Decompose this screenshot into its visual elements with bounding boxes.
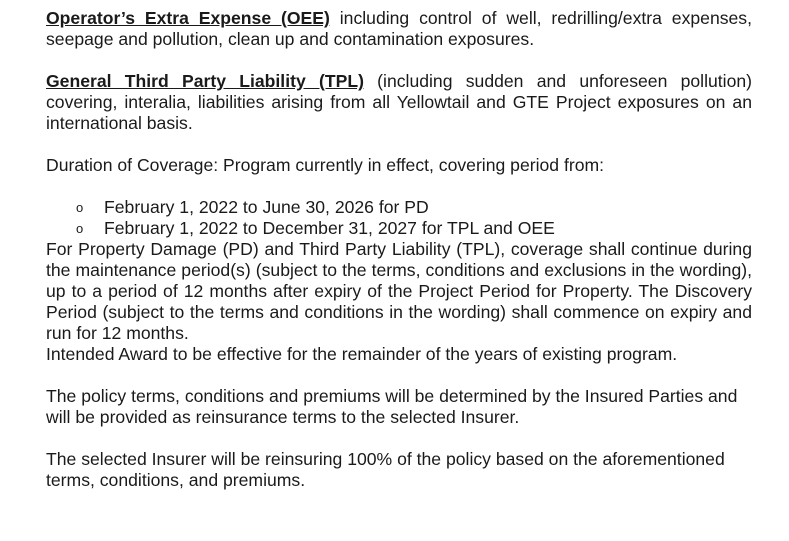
tpl-text: (including sudden and unforeseen pollution) covering, interalia, liabilities arising from all Yellowtail and GTE Project exposures on an international basis. [46,71,752,133]
oee-heading: Operator’s Extra Expense (OEE) [46,8,330,28]
maintenance-paragraph: For Property Damage (PD) and Third Party Liability (TPL), coverage shall continue during the maintenance period(s) (subject to the terms, conditions and exclusions in the wording), up to a period of 12 months after expiry of the Project Period for Property. The Discovery Period (subject to the terms and conditions in the wording) shall commence on expiry and run for 12 months. [46,239,752,343]
award-paragraph: Intended Award to be effective for the remainder of the years of existing program. [46,344,678,364]
oee-text: including control of well, redrilling/extra expenses, seepage and pollution, clean up and contamination exposures. [46,8,752,49]
circle-bullet-icon: o [76,200,84,215]
tpl-heading: General Third Party Liability (TPL) [46,71,364,91]
document-body [46,8,752,512]
list-item-text: February 1, 2022 to June 30, 2026 for PD [104,197,429,217]
circle-bullet-icon: o [76,221,84,236]
oee-paragraph [46,8,752,50]
coverage-period-list [46,197,752,239]
policy-terms-paragraph: The policy terms, conditions and premiums will be determined by the Insured Parties and will be provided as reinsurance terms to the selected Insurer. [46,386,738,427]
list-item [46,197,752,218]
duration-intro: Duration of Coverage: Program currently in effect, covering period from: [46,155,605,175]
reinsuring-paragraph: The selected Insurer will be reinsuring 100% of the policy based on the aforementioned terms, conditions, and premiums. [46,449,725,490]
list-item [46,218,752,239]
list-item-text: February 1, 2022 to December 31, 2027 for TPL and OEE [104,218,555,238]
tpl-paragraph [46,71,752,134]
